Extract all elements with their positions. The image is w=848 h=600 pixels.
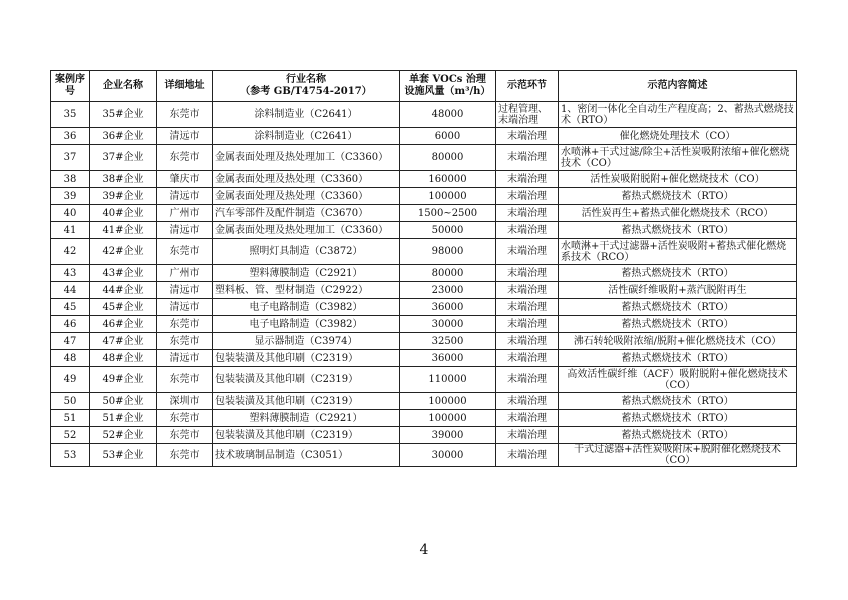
row-summary-cell: 蓄热式燃烧技术（RTO） — [559, 188, 797, 205]
row-no-cell: 43 — [51, 265, 90, 282]
row-summary-cell: 1、密闭一体化全自动生产程度高；2、蓄热式燃烧技术（RTO） — [559, 102, 797, 128]
table-row — [51, 205, 797, 222]
row-airflow-cell: 1500~2500 — [400, 205, 496, 222]
table-row — [51, 299, 797, 316]
row-summary-cell: 水喷淋+干式过滤器+活性炭吸附+蓄热式催化燃烧系技术（RCO） — [559, 239, 797, 265]
table-row — [51, 222, 797, 239]
row-industry-cell: 塑料板、管、型材制造（C2922） — [213, 282, 400, 299]
row-stage-cell: 末端治理 — [496, 299, 559, 316]
row-industry-cell: 涂料制造业（C2641） — [213, 128, 400, 145]
row-summary-cell: 活性碳纤维吸附+蒸汽脱附再生 — [559, 282, 797, 299]
row-industry-cell: 技术玻璃制品制造（C3051） — [213, 444, 400, 467]
row-airflow-cell: 100000 — [400, 188, 496, 205]
row-company-cell: 41#企业 — [90, 222, 157, 239]
table-row — [51, 188, 797, 205]
row-industry-cell: 涂料制造业（C2641） — [213, 102, 400, 128]
row-company-cell: 38#企业 — [90, 171, 157, 188]
row-company-cell: 40#企业 — [90, 205, 157, 222]
row-airflow-cell: 160000 — [400, 171, 496, 188]
header-industry-line2: （参考 GB/T4754-2017） — [240, 86, 372, 97]
row-company-cell: 47#企业 — [90, 333, 157, 350]
row-company-cell: 42#企业 — [90, 239, 157, 265]
table-row — [51, 427, 797, 444]
row-address-cell: 东莞市 — [157, 427, 213, 444]
table-row — [51, 239, 797, 265]
table-header-row — [51, 71, 797, 102]
table-row — [51, 102, 797, 128]
row-industry-cell: 金属表面处理及热处理（C3360） — [213, 171, 400, 188]
header-no: 案例序号 — [51, 71, 90, 102]
header-stage: 示范环节 — [496, 71, 559, 102]
row-no-cell: 39 — [51, 188, 90, 205]
row-stage-cell: 末端治理 — [496, 444, 559, 467]
row-airflow-cell: 98000 — [400, 239, 496, 265]
row-no-cell: 42 — [51, 239, 90, 265]
table-row — [51, 282, 797, 299]
row-airflow-cell: 6000 — [400, 128, 496, 145]
row-no-cell: 50 — [51, 393, 90, 410]
row-stage-cell: 末端治理 — [496, 367, 559, 393]
table-row — [51, 333, 797, 350]
row-summary-cell: 蓄热式燃烧技术（RTO） — [559, 410, 797, 427]
row-stage-cell: 末端治理 — [496, 410, 559, 427]
table-body — [51, 102, 797, 467]
row-address-cell: 东莞市 — [157, 444, 213, 467]
row-airflow-cell: 50000 — [400, 222, 496, 239]
table-row — [51, 350, 797, 367]
row-no-cell: 44 — [51, 282, 90, 299]
row-stage-cell: 末端治理 — [496, 333, 559, 350]
row-summary-cell: 沸石转轮吸附浓缩/脱附+催化燃烧技术（CO） — [559, 333, 797, 350]
row-airflow-cell: 39000 — [400, 427, 496, 444]
row-stage-cell: 末端治理 — [496, 427, 559, 444]
row-airflow-cell: 32500 — [400, 333, 496, 350]
header-airflow — [400, 71, 496, 102]
header-airflow-line1: 单套 VOCs 治理 — [409, 74, 486, 85]
row-stage-cell: 末端治理 — [496, 316, 559, 333]
row-company-cell: 45#企业 — [90, 299, 157, 316]
row-airflow-cell: 100000 — [400, 410, 496, 427]
row-no-cell: 51 — [51, 410, 90, 427]
row-company-cell: 53#企业 — [90, 444, 157, 467]
row-summary-cell: 蓄热式燃烧技术（RTO） — [559, 350, 797, 367]
header-address: 详细地址 — [157, 71, 213, 102]
row-company-cell: 49#企业 — [90, 367, 157, 393]
row-stage-cell: 末端治理 — [496, 265, 559, 282]
row-industry-cell: 包装装潢及其他印刷（C2319） — [213, 350, 400, 367]
row-company-cell: 46#企业 — [90, 316, 157, 333]
row-address-cell: 清远市 — [157, 350, 213, 367]
row-summary-cell: 高效活性碳纤维（ACF）吸附脱附+催化燃烧技术（CO） — [559, 367, 797, 393]
row-address-cell: 肇庆市 — [157, 171, 213, 188]
row-no-cell: 35 — [51, 102, 90, 128]
row-summary-cell: 蓄热式燃烧技术（RTO） — [559, 427, 797, 444]
row-airflow-cell: 110000 — [400, 367, 496, 393]
row-airflow-cell: 36000 — [400, 350, 496, 367]
row-airflow-cell: 80000 — [400, 145, 496, 171]
row-summary-cell: 干式过滤器+活性炭吸附床+脱附催化燃烧技术（CO） — [559, 444, 797, 467]
row-summary-cell: 水喷淋+干式过滤/除尘+活性炭吸附浓缩+催化燃烧技术（CO） — [559, 145, 797, 171]
row-industry-cell: 塑料薄膜制造（C2921） — [213, 265, 400, 282]
row-airflow-cell: 100000 — [400, 393, 496, 410]
row-company-cell: 52#企业 — [90, 427, 157, 444]
row-stage-cell: 末端治理 — [496, 171, 559, 188]
row-airflow-cell: 30000 — [400, 316, 496, 333]
row-summary-cell: 蓄热式燃烧技术（RTO） — [559, 316, 797, 333]
table-row — [51, 171, 797, 188]
row-address-cell: 清远市 — [157, 282, 213, 299]
row-airflow-cell: 48000 — [400, 102, 496, 128]
row-industry-cell: 金属表面处理及热处理加工（C3360） — [213, 145, 400, 171]
row-no-cell: 38 — [51, 171, 90, 188]
row-no-cell: 52 — [51, 427, 90, 444]
row-airflow-cell: 80000 — [400, 265, 496, 282]
case-table-container — [50, 70, 796, 467]
row-company-cell: 48#企业 — [90, 350, 157, 367]
case-table — [50, 70, 797, 467]
row-industry-cell: 塑料薄膜制造（C2921） — [213, 410, 400, 427]
row-no-cell: 46 — [51, 316, 90, 333]
row-company-cell: 37#企业 — [90, 145, 157, 171]
table-row — [51, 265, 797, 282]
table-row — [51, 145, 797, 171]
row-industry-cell: 照明灯具制造（C3872） — [213, 239, 400, 265]
row-no-cell: 40 — [51, 205, 90, 222]
row-company-cell: 50#企业 — [90, 393, 157, 410]
row-industry-cell: 显示器制造（C3974） — [213, 333, 400, 350]
table-row — [51, 367, 797, 393]
header-industry-line1: 行业名称 — [286, 74, 326, 85]
row-stage-cell: 末端治理 — [496, 222, 559, 239]
row-industry-cell: 包装装潢及其他印刷（C2319） — [213, 393, 400, 410]
row-no-cell: 36 — [51, 128, 90, 145]
row-address-cell: 清远市 — [157, 299, 213, 316]
row-summary-cell: 蓄热式燃烧技术（RTO） — [559, 265, 797, 282]
row-industry-cell: 电子电路制造（C3982） — [213, 316, 400, 333]
row-address-cell: 东莞市 — [157, 367, 213, 393]
row-company-cell: 39#企业 — [90, 188, 157, 205]
row-no-cell: 49 — [51, 367, 90, 393]
row-address-cell: 清远市 — [157, 222, 213, 239]
row-company-cell: 51#企业 — [90, 410, 157, 427]
row-stage-cell: 末端治理 — [496, 282, 559, 299]
row-address-cell: 深圳市 — [157, 393, 213, 410]
row-summary-cell: 催化燃烧处理技术（CO） — [559, 128, 797, 145]
row-no-cell: 41 — [51, 222, 90, 239]
row-airflow-cell: 30000 — [400, 444, 496, 467]
row-stage-cell: 末端治理 — [496, 350, 559, 367]
row-company-cell: 36#企业 — [90, 128, 157, 145]
row-no-cell: 48 — [51, 350, 90, 367]
row-summary-cell: 蓄热式燃烧技术（RTO） — [559, 299, 797, 316]
row-stage-cell: 末端治理 — [496, 393, 559, 410]
header-summary: 示范内容简述 — [559, 71, 797, 102]
row-address-cell: 东莞市 — [157, 102, 213, 128]
row-no-cell: 53 — [51, 444, 90, 467]
row-industry-cell: 电子电路制造（C3982） — [213, 299, 400, 316]
row-summary-cell: 蓄热式燃烧技术（RTO） — [559, 222, 797, 239]
table-row — [51, 316, 797, 333]
row-stage-cell: 末端治理 — [496, 145, 559, 171]
row-address-cell: 东莞市 — [157, 316, 213, 333]
page-number: 4 — [419, 542, 429, 558]
row-company-cell: 44#企业 — [90, 282, 157, 299]
row-airflow-cell: 23000 — [400, 282, 496, 299]
row-stage-cell: 末端治理 — [496, 239, 559, 265]
row-company-cell: 43#企业 — [90, 265, 157, 282]
row-industry-cell: 金属表面处理及热处理（C3360） — [213, 188, 400, 205]
row-airflow-cell: 36000 — [400, 299, 496, 316]
row-industry-cell: 包装装潢及其他印刷（C2319） — [213, 427, 400, 444]
table-row — [51, 444, 797, 467]
row-address-cell: 清远市 — [157, 128, 213, 145]
row-address-cell: 东莞市 — [157, 410, 213, 427]
row-company-cell: 35#企业 — [90, 102, 157, 128]
header-company: 企业名称 — [90, 71, 157, 102]
row-summary-cell: 活性炭吸附脱附+催化燃烧技术（CO） — [559, 171, 797, 188]
row-address-cell: 广州市 — [157, 205, 213, 222]
row-address-cell: 东莞市 — [157, 145, 213, 171]
row-address-cell: 东莞市 — [157, 333, 213, 350]
row-stage-cell: 末端治理 — [496, 188, 559, 205]
table-row — [51, 410, 797, 427]
table-row — [51, 128, 797, 145]
row-summary-cell: 蓄热式燃烧技术（RTO） — [559, 393, 797, 410]
row-summary-cell: 活性炭再生+蓄热式催化燃烧技术（RCO） — [559, 205, 797, 222]
row-address-cell: 东莞市 — [157, 239, 213, 265]
header-airflow-line2: 设施风量（m³/h） — [404, 86, 491, 97]
row-address-cell: 广州市 — [157, 265, 213, 282]
row-stage-cell: 末端治理 — [496, 128, 559, 145]
row-stage-cell: 末端治理 — [496, 205, 559, 222]
row-no-cell: 37 — [51, 145, 90, 171]
row-industry-cell: 金属表面处理及热处理加工（C3360） — [213, 222, 400, 239]
row-address-cell: 清远市 — [157, 188, 213, 205]
row-no-cell: 45 — [51, 299, 90, 316]
row-no-cell: 47 — [51, 333, 90, 350]
row-stage-cell: 过程管理、末端治理 — [496, 102, 559, 128]
header-industry — [213, 71, 400, 102]
row-industry-cell: 汽车零部件及配件制造（C3670） — [213, 205, 400, 222]
row-industry-cell: 包装装潢及其他印刷（C2319） — [213, 367, 400, 393]
table-row — [51, 393, 797, 410]
